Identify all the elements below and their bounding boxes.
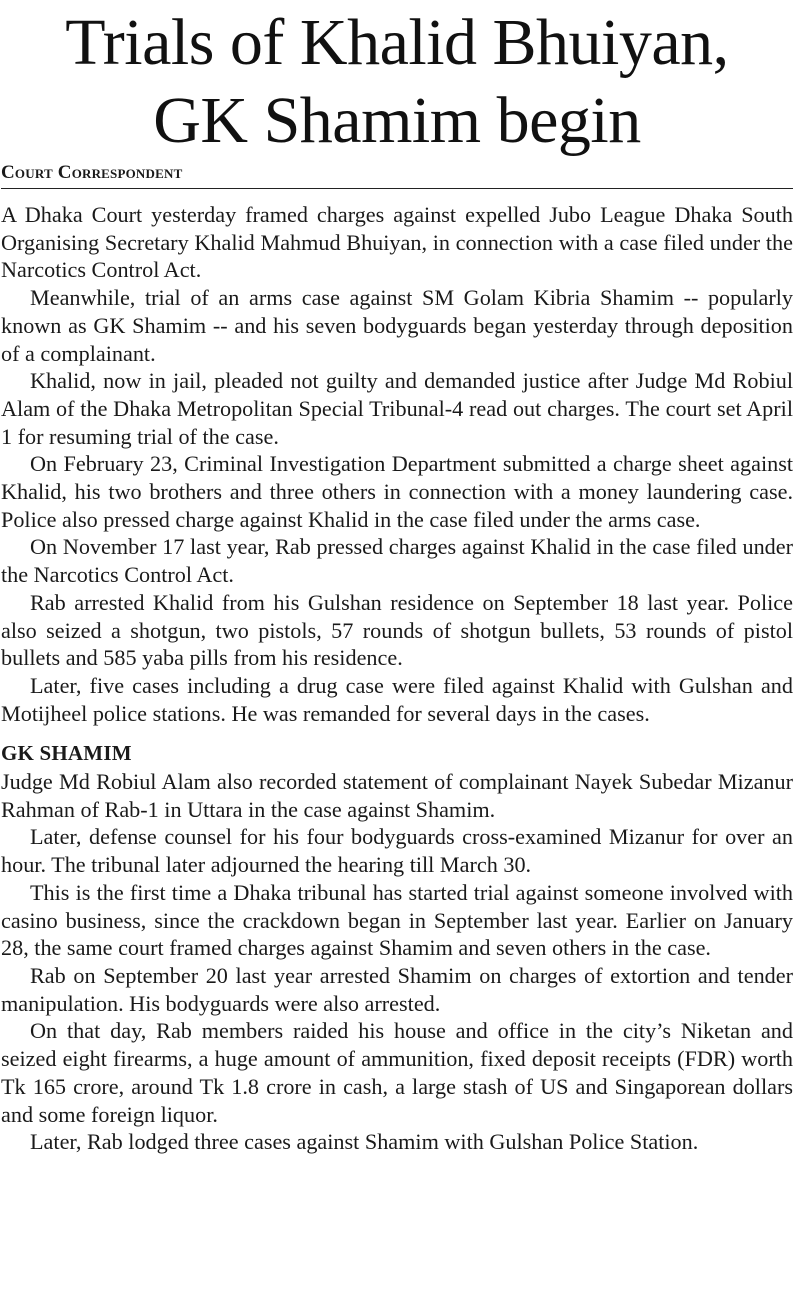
section-subhead: GK SHAMIM xyxy=(1,741,132,766)
paragraph: Later, Rab lodged three cases against Shamim with Gulshan Police Station. xyxy=(30,1129,699,1155)
paragraph: Khalid, now in jail, pleaded not guilty and demanded justice after Judge Md Robiul Alam of the Dhaka Metropolitan Special Tribunal-4 read out charges. The court set April 1 for resuming trial of the case. xyxy=(1,368,793,449)
headline-line-2: GK Shamim begin xyxy=(153,84,641,157)
paragraph: Rab on September 20 last year arrested Shamim on charges of extortion and tender manipulation. His bodyguards were also arrested. xyxy=(1,962,793,1016)
paragraph: On that day, Rab members raided his house and office in the city’s Niketan and seized eight firearms, a huge amount of ammunition, fixed deposit receipts (FDR) worth Tk 165 crore, around Tk 1.8 crore in cash, a large stash of US and Singaporean dollars and some foreign liquor. xyxy=(1,1018,793,1127)
headline-line-1: Trials of Khalid Bhuiyan, xyxy=(65,6,729,79)
paragraph: A Dhaka Court yesterday framed charges against expelled Jubo League Dhaka South Organising Secretary Khalid Mahmud Bhuiyan, in connection with a case filed under the Narcotics Control Act. xyxy=(1,202,793,283)
paragraph: Later, five cases including a drug case were filed against Khalid with Gulshan and Motijheel police stations. He was remanded for several days in the cases. xyxy=(1,672,793,726)
byline-divider xyxy=(1,188,793,189)
paragraph: Meanwhile, trial of an arms case against SM Golam Kibria Shamim -- popularly known as GK Shamim -- and his seven bodyguards began yesterday through deposition of a complainant. xyxy=(1,285,793,366)
paragraph: Later, defense counsel for his four bodyguards cross-examined Mizanur for over an hour. The tribunal later adjourned the hearing till March 30. xyxy=(1,824,793,878)
paragraph: This is the first time a Dhaka tribunal has started trial against someone involved with casino business, since the crackdown began in September last year. Earlier on January 28, the same court framed charges against Shamim and seven others in the case. xyxy=(1,879,793,961)
headline xyxy=(1,0,793,160)
paragraph: Judge Md Robiul Alam also recorded statement of complainant Nayek Subedar Mizanur Rahman of Rab-1 in Uttara in the case against Shamim. xyxy=(1,769,793,822)
paragraph: On February 23, Criminal Investigation Department submitted a charge sheet against Khalid, his two brothers and three others in connection with a money laundering case. Police also pressed charge against Khalid in the case filed under the arms case. xyxy=(1,451,793,532)
paragraph: Rab arrested Khalid from his Gulshan residence on September 18 last year. Police also seized a shotgun, two pistols, 57 rounds of shotgun bullets, 53 rounds of pistol bullets and 585 yaba pills from his residence. xyxy=(1,589,793,671)
byline: Court Correspondent xyxy=(1,162,183,183)
paragraph: On November 17 last year, Rab pressed charges against Khalid in the case filed under the Narcotics Control Act. xyxy=(1,534,793,588)
article-body xyxy=(1,201,793,1156)
